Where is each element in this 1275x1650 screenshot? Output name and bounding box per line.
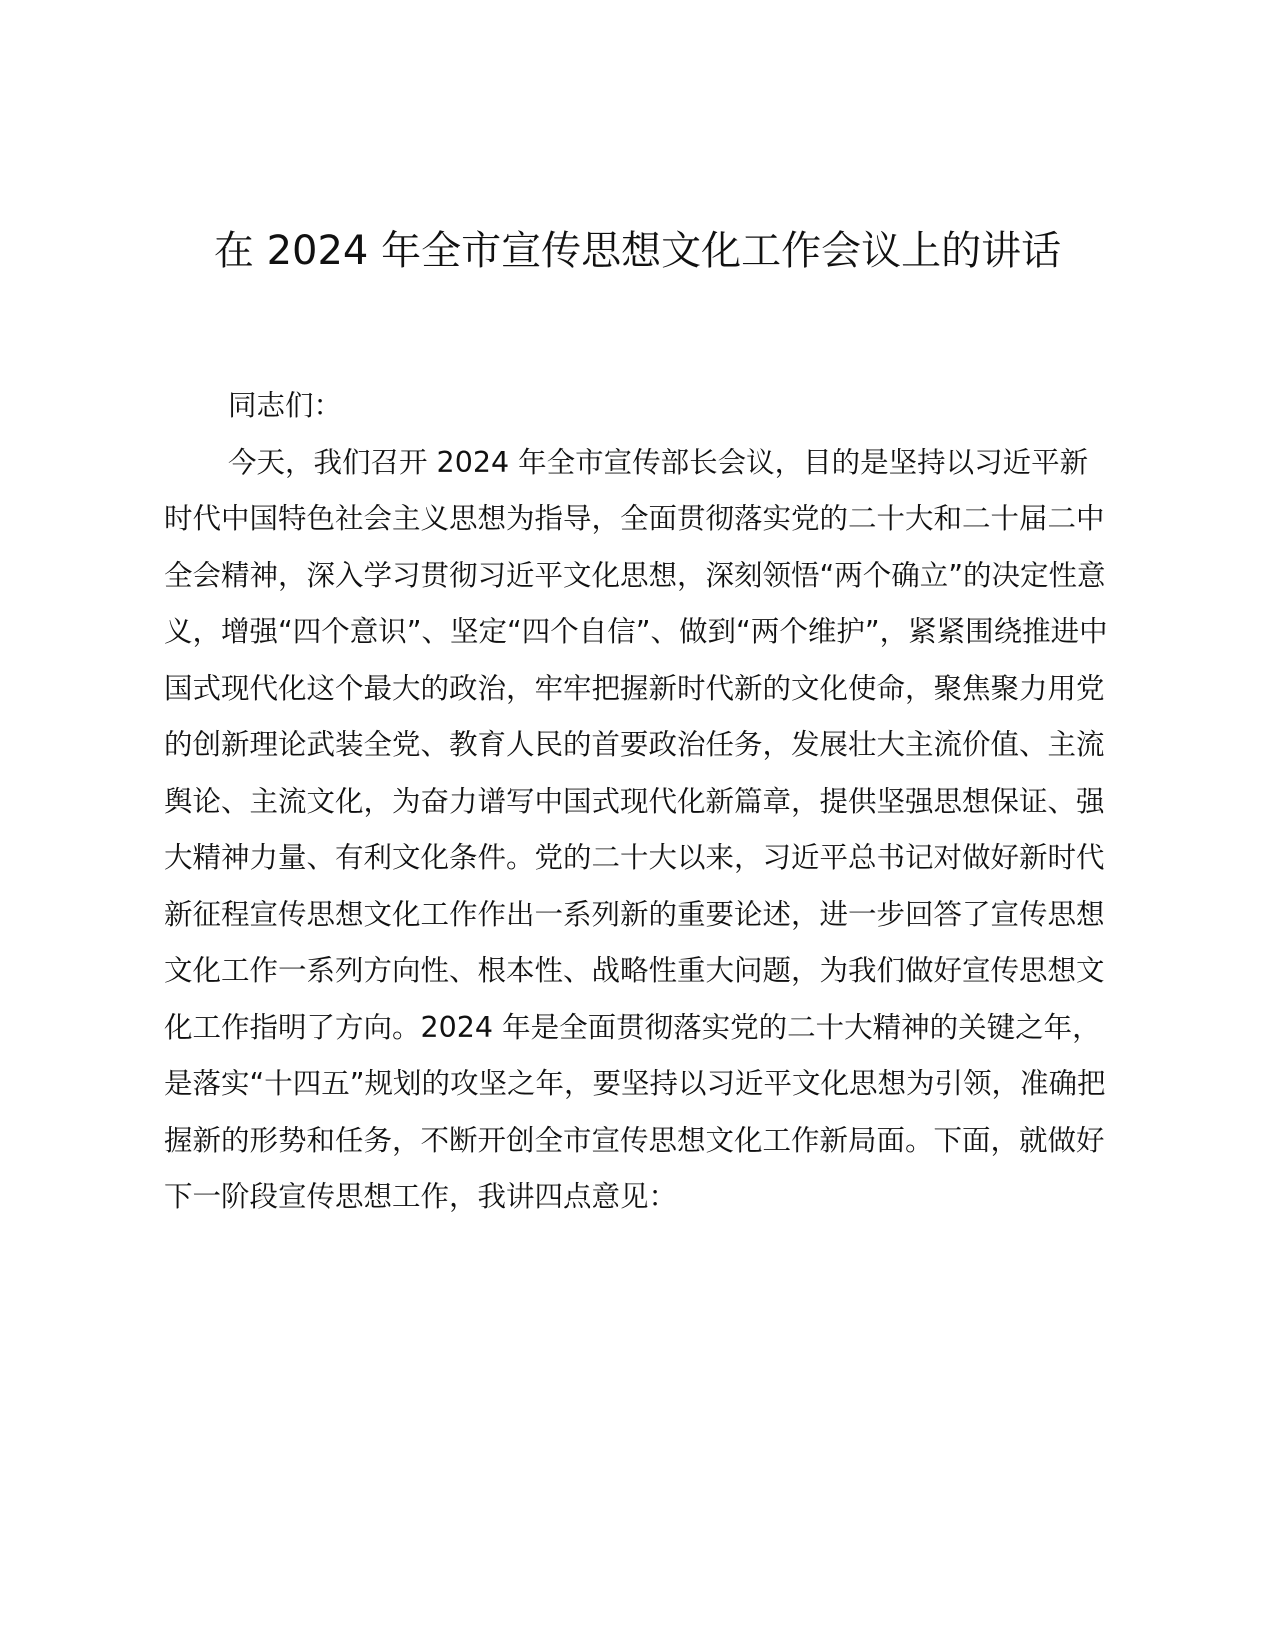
salutation: 同志们：: [228, 389, 343, 422]
document-body: [164, 378, 1116, 1226]
document-title: 在 2024 年全市宣传思想文化工作会议上的讲话: [213, 228, 1062, 274]
body-paragraph: 今天，我们召开 2024 年全市宣传部长会议，目的是坚持以习近平新时代中国特色社会主义思想为指导，全面贯彻落实党的二十大和二十届二中全会精神，深入学习贯彻习近平文化思想，深刻领悟“两个确立”的决定性意义，增强“四个意识”、坚定“四个自信”、做到“两个维护”，紧紧围绕推进中国式现代化这个最大的政治，牢牢把握新时代新的文化使命，聚焦聚力用党的创新理论武装全党、教育人民的首要政治任务，发展壮大主流价值、主流舆论、主流文化，为奋力谱写中国式现代化新篇章，提供坚强思想保证、强大精神力量、有利文化条件。党的二十大以来，习近平总书记对做好新时代新征程宣传思想文化工作作出一系列新的重要论述，进一步回答了宣传思想文化工作一系列方向性、根本性、战略性重大问题，为我们做好宣传思想文化工作指明了方向。2024 年是全面贯彻落实党的二十大精神的关键之年，是落实“十四五”规划的攻坚之年，要坚持以习近平文化思想为引领，准确把握新的形势和任务，不断开创全市宣传思想文化工作新局面。下面，就做好下一阶段宣传思想工作，我讲四点意见：: [164, 445, 1108, 1213]
